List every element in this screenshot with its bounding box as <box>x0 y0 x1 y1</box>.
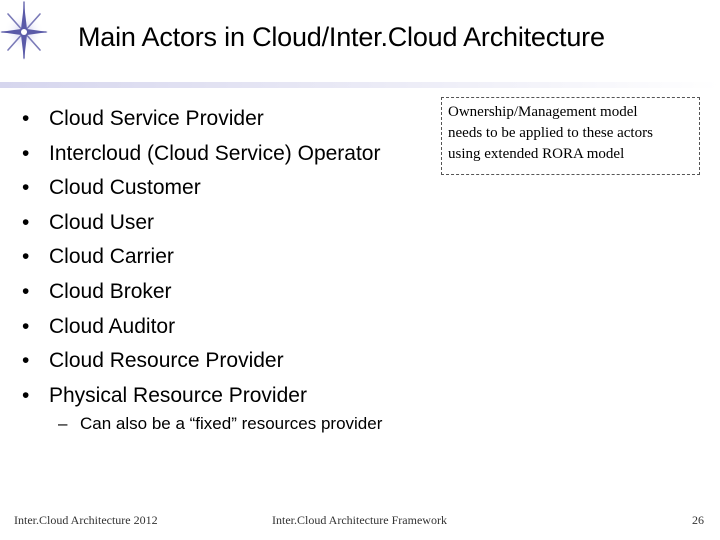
bullet-marker: • <box>22 107 30 130</box>
bullet-text: Cloud Resource Provider <box>49 349 284 373</box>
note-line: needs to be applied to these actors <box>448 125 653 141</box>
bullet-item <box>22 171 380 206</box>
bullet-marker: • <box>22 245 30 269</box>
sub-bullet <box>58 414 382 434</box>
bullet-text: Cloud Broker <box>49 279 172 303</box>
bullet-marker: • <box>22 210 30 234</box>
slide-title: Main Actors in Cloud/Inter.Cloud Architecture <box>78 22 605 52</box>
bullet-item <box>22 310 380 345</box>
bullet-item <box>22 240 380 275</box>
sub-bullet-text: Can also be a “fixed” resources provider <box>80 414 383 433</box>
bullet-text: Cloud Auditor <box>49 314 176 338</box>
bullet-marker: • <box>22 383 30 407</box>
bullet-item <box>22 344 380 379</box>
footer-left: Inter.Cloud Architecture 2012 <box>14 513 158 527</box>
bullet-item <box>22 137 380 172</box>
bullet-marker: • <box>22 279 30 303</box>
sub-bullet-marker: – <box>58 414 68 433</box>
bullet-text: Cloud User <box>49 210 155 234</box>
bullet-text: Cloud Customer <box>49 176 201 200</box>
page-number: 26 <box>692 513 704 527</box>
bullet-marker: • <box>22 176 30 200</box>
bullet-text: Physical Resource Provider <box>49 383 307 407</box>
title-rule <box>0 82 720 88</box>
star-icon <box>0 0 50 60</box>
bullet-list <box>22 102 380 413</box>
bullet-item <box>22 206 380 241</box>
note-box <box>441 97 700 175</box>
bullet-item <box>22 102 380 137</box>
bullet-text: Cloud Carrier <box>49 245 174 269</box>
bullet-text: Intercloud (Cloud Service) Operator <box>49 141 381 165</box>
bullet-marker: • <box>22 349 30 373</box>
bullet-item <box>22 275 380 310</box>
bullet-item <box>22 379 380 414</box>
bullet-marker: • <box>22 141 30 165</box>
footer-center: Inter.Cloud Architecture Framework <box>272 513 447 527</box>
bullet-text: Cloud Service Provider <box>49 107 264 130</box>
note-line: Ownership/Management model <box>448 104 638 120</box>
bullet-marker: • <box>22 314 30 338</box>
note-line: using extended RORA model <box>448 146 625 162</box>
